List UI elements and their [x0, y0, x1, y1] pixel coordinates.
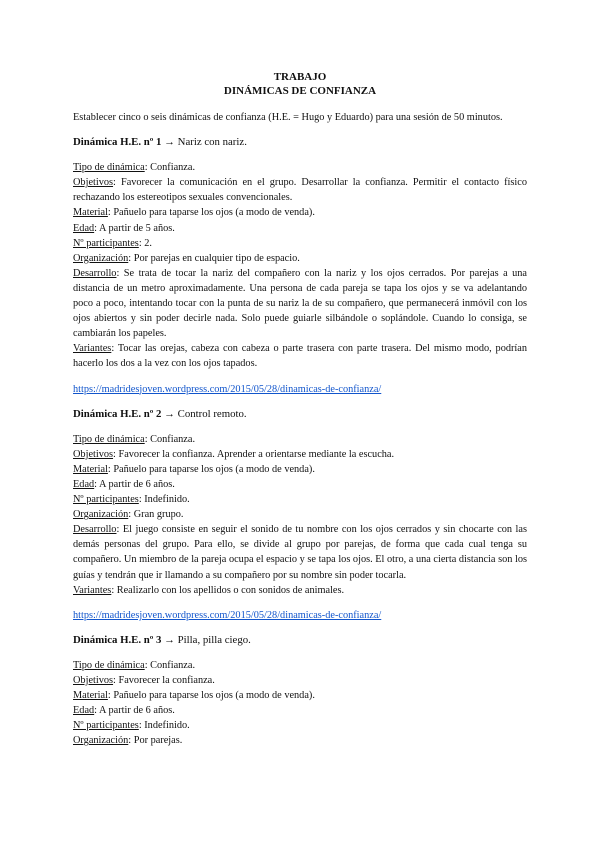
dynamic-1-source-link[interactable]: https://madridesjoven.wordpress.com/2015/05/28/dinamicas-de-confianza/ — [73, 383, 382, 395]
dynamic-3-fields — [73, 658, 527, 749]
field-objetivos: Objetivos: Favorecer la comunicación en el grupo. Desarrollar la confianza. Permitir el contacto físico rechazando los estereotipos sexuales convencionales. — [73, 177, 527, 204]
field-organizacion: Organización: Por parejas en cualquier tipo de espacio. — [73, 252, 300, 264]
field-variantes: Variantes: Realizarlo con los apellidos o con sonidos de animales. — [73, 584, 345, 596]
field-desarrollo: Desarrollo: El juego consiste en seguir el sonido de tu nombre con los ojos cerrados y sin chocarte con las demás personas del grupo. Para ello, se divide al grupo por parejas, de forma que cada cual tenga su compañero. Un miembro de la pareja ocupa el espacio y se tapa los ojos. El otro, a una cierta distancia son los guías y tendrán que ir llamando a su compañero por su nombre sin poder tocarla. — [73, 524, 527, 581]
field-participantes: Nº participantes: 2. — [73, 237, 152, 249]
field-objetivos: Objetivos: Favorecer la confianza. Aprender a orientarse mediante la escucha. — [73, 448, 395, 460]
field-participantes: Nº participantes: Indefinido. — [73, 494, 190, 506]
field-material: Material: Pañuelo para taparse los ojos (a modo de venda). — [73, 207, 315, 219]
dynamic-2-heading: Dinámica H.E. nº 2 → Control remoto. — [73, 407, 247, 420]
field-tipo: Tipo de dinámica: Confianza. — [73, 162, 196, 174]
field-edad: Edad: A partir de 6 años. — [73, 478, 175, 490]
dynamic-1-fields — [73, 160, 527, 371]
document-body — [73, 70, 527, 748]
field-tipo: Tipo de dinámica: Confianza. — [73, 433, 196, 445]
title-line-1: TRABAJO — [273, 71, 327, 83]
document-title — [73, 70, 527, 98]
dynamic-3-heading: Dinámica H.E. nº 3 → Pilla, pilla ciego. — [73, 633, 251, 646]
field-organizacion: Organización: Por parejas. — [73, 735, 183, 747]
title-line-2: DINÁMICAS DE CONFIANZA — [223, 85, 377, 97]
field-participantes: Nº participantes: Indefinido. — [73, 720, 190, 732]
field-material: Material: Pañuelo para taparse los ojos (a modo de venda). — [73, 690, 315, 702]
intro-paragraph: Establecer cinco o seis dinámicas de confianza (H.E. = Hugo y Eduardo) para una sesión de 50 minutos. — [73, 112, 503, 123]
field-material: Material: Pañuelo para taparse los ojos (a modo de venda). — [73, 463, 315, 475]
dynamic-2-fields — [73, 432, 527, 598]
field-tipo: Tipo de dinámica: Confianza. — [73, 659, 196, 671]
field-organizacion: Organización: Gran grupo. — [73, 509, 184, 521]
field-variantes: Variantes: Tocar las orejas, cabeza con cabeza o parte trasera con parte trasera. Del mismo modo, podrían hacerlo los dos a la vez con los ojos tapados. — [73, 343, 527, 370]
field-edad: Edad: A partir de 6 años. — [73, 705, 175, 717]
dynamic-2-source-link[interactable]: https://madridesjoven.wordpress.com/2015/05/28/dinamicas-de-confianza/ — [73, 609, 382, 621]
field-objetivos: Objetivos: Favorecer la confianza. — [73, 675, 215, 686]
field-desarrollo: Desarrollo: Se trata de tocar la nariz del compañero con la nariz y los ojos cerrados. Por parejas a una distancia de un metro aproximadamente. Una persona de cada pareja se tapa los ojos y se va adelantando poco a poco, intentando tocar con la punta de su nariz la de su compañero, que permanecerá inmóvil con los ojos abiertos y sin poder decirle nada. Solo puede guiarle silbándole o soplándole. Cuando lo consiga, se cambiarán los papeles. — [73, 267, 527, 340]
field-edad: Edad: A partir de 5 años. — [73, 222, 175, 234]
dynamic-1-heading: Dinámica H.E. nº 1 → Nariz con nariz. — [73, 136, 247, 149]
